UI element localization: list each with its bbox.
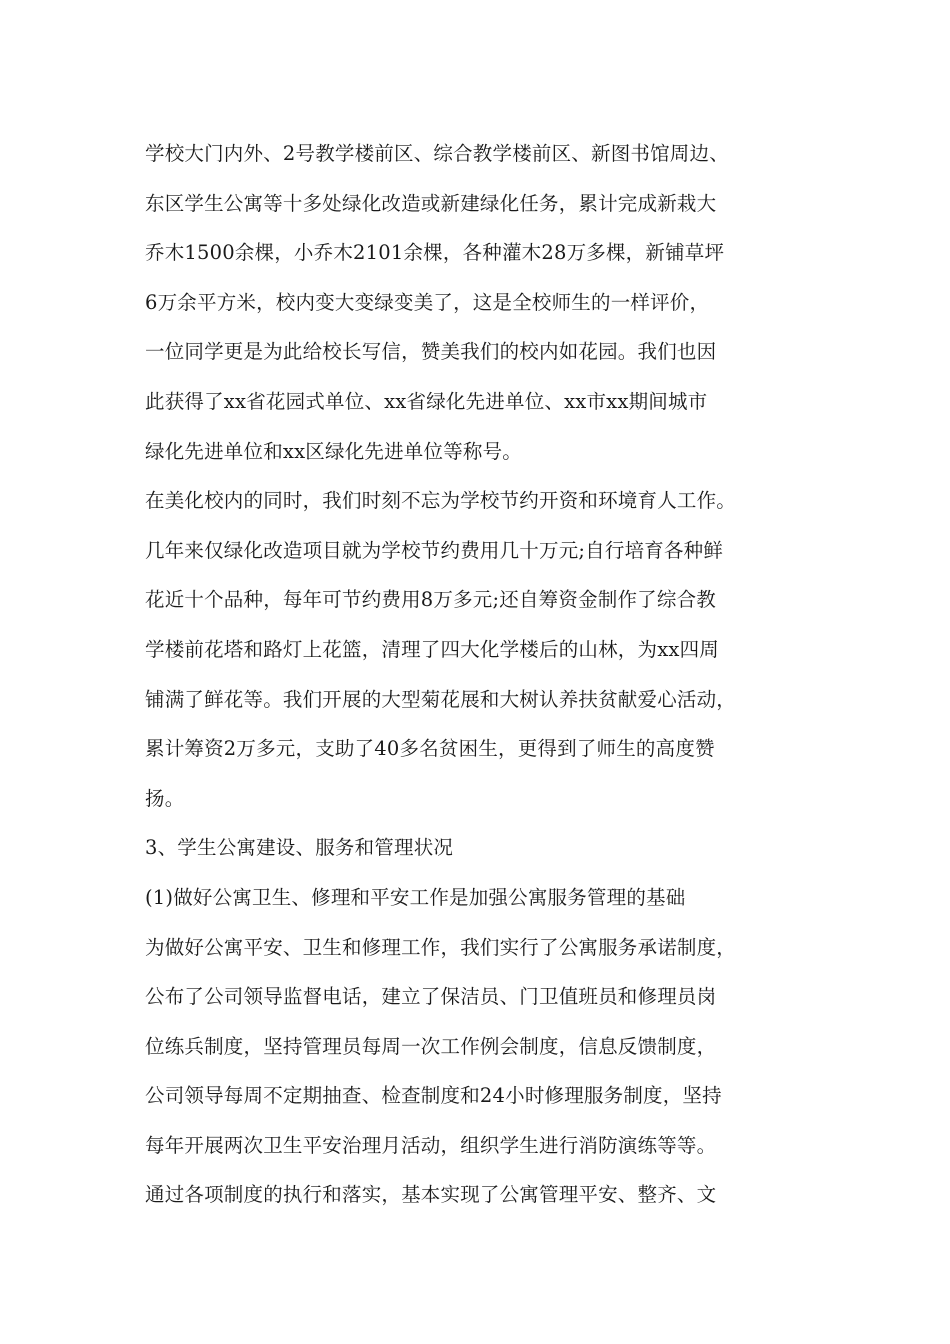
- text-line: 学校大门内外、2号教学楼前区、综合教学楼前区、新图书馆周边、: [145, 142, 729, 165]
- text-line: 乔木1500余棵，小乔木2101余棵，各种灌木28万多棵，新铺草坪: [145, 241, 725, 265]
- text-line: 学楼前花塔和路灯上花篮，清理了四大化学楼后的山林，为xx四周: [145, 637, 719, 661]
- text-line: 花近十个品种，每年可节约费用8万多元;还自筹资金制作了综合教: [145, 588, 716, 612]
- text-line: 几年来仅绿化改造项目就为学校节约费用几十万元;自行培育各种鲜: [145, 538, 724, 562]
- text-line: 每年开展两次卫生平安治理月活动，组织学生进行消防演练等等。: [145, 1133, 717, 1157]
- text-line: 为做好公寓平安、卫生和修理工作，我们实行了公寓服务承诺制度，: [145, 935, 737, 959]
- text-line: 一位同学更是为此给校长写信，赞美我们的校内如花园。我们也因: [145, 340, 717, 364]
- text-line: 公司领导每周不定期抽查、检查制度和24小时修理服务制度，坚持: [145, 1084, 722, 1108]
- text-line: 6万余平方米，校内变大变绿变美了，这是全校师生的一样评价，: [145, 290, 710, 314]
- text-line: 此获得了xx省花园式单位、xx省绿化先进单位、xx市xx期间城市: [145, 389, 708, 413]
- section-heading: 3、学生公寓建设、服务和管理状况: [145, 836, 454, 860]
- text-line: 绿化先进单位和xx区绿化先进单位等称号。: [145, 439, 522, 463]
- subsection-heading: (1)做好公寓卫生、修理和平安工作是加强公寓服务管理的基础: [145, 885, 686, 909]
- text-line: 东区学生公寓等十多处绿化改造或新建绿化任务，累计完成新栽大: [145, 191, 717, 215]
- document-body: [145, 129, 835, 1220]
- text-line: 公布了公司领导监督电话，建立了保洁员、门卫值班员和修理员岗: [145, 985, 717, 1009]
- text-line: 在美化校内的同时，我们时刻不忘为学校节约开资和环境育人工作。: [145, 489, 737, 513]
- text-line: 位练兵制度，坚持管理员每周一次工作例会制度，信息反馈制度，: [145, 1034, 717, 1058]
- text-line: 通过各项制度的执行和落实，基本实现了公寓管理平安、整齐、文: [145, 1183, 717, 1207]
- text-line: 累计筹资2万多元，支助了40多名贫困生，更得到了师生的高度赞: [145, 737, 715, 761]
- text-line: 铺满了鲜花等。我们开展的大型菊花展和大树认养扶贫献爱心活动，: [145, 687, 737, 711]
- text-line: 扬。: [145, 786, 185, 810]
